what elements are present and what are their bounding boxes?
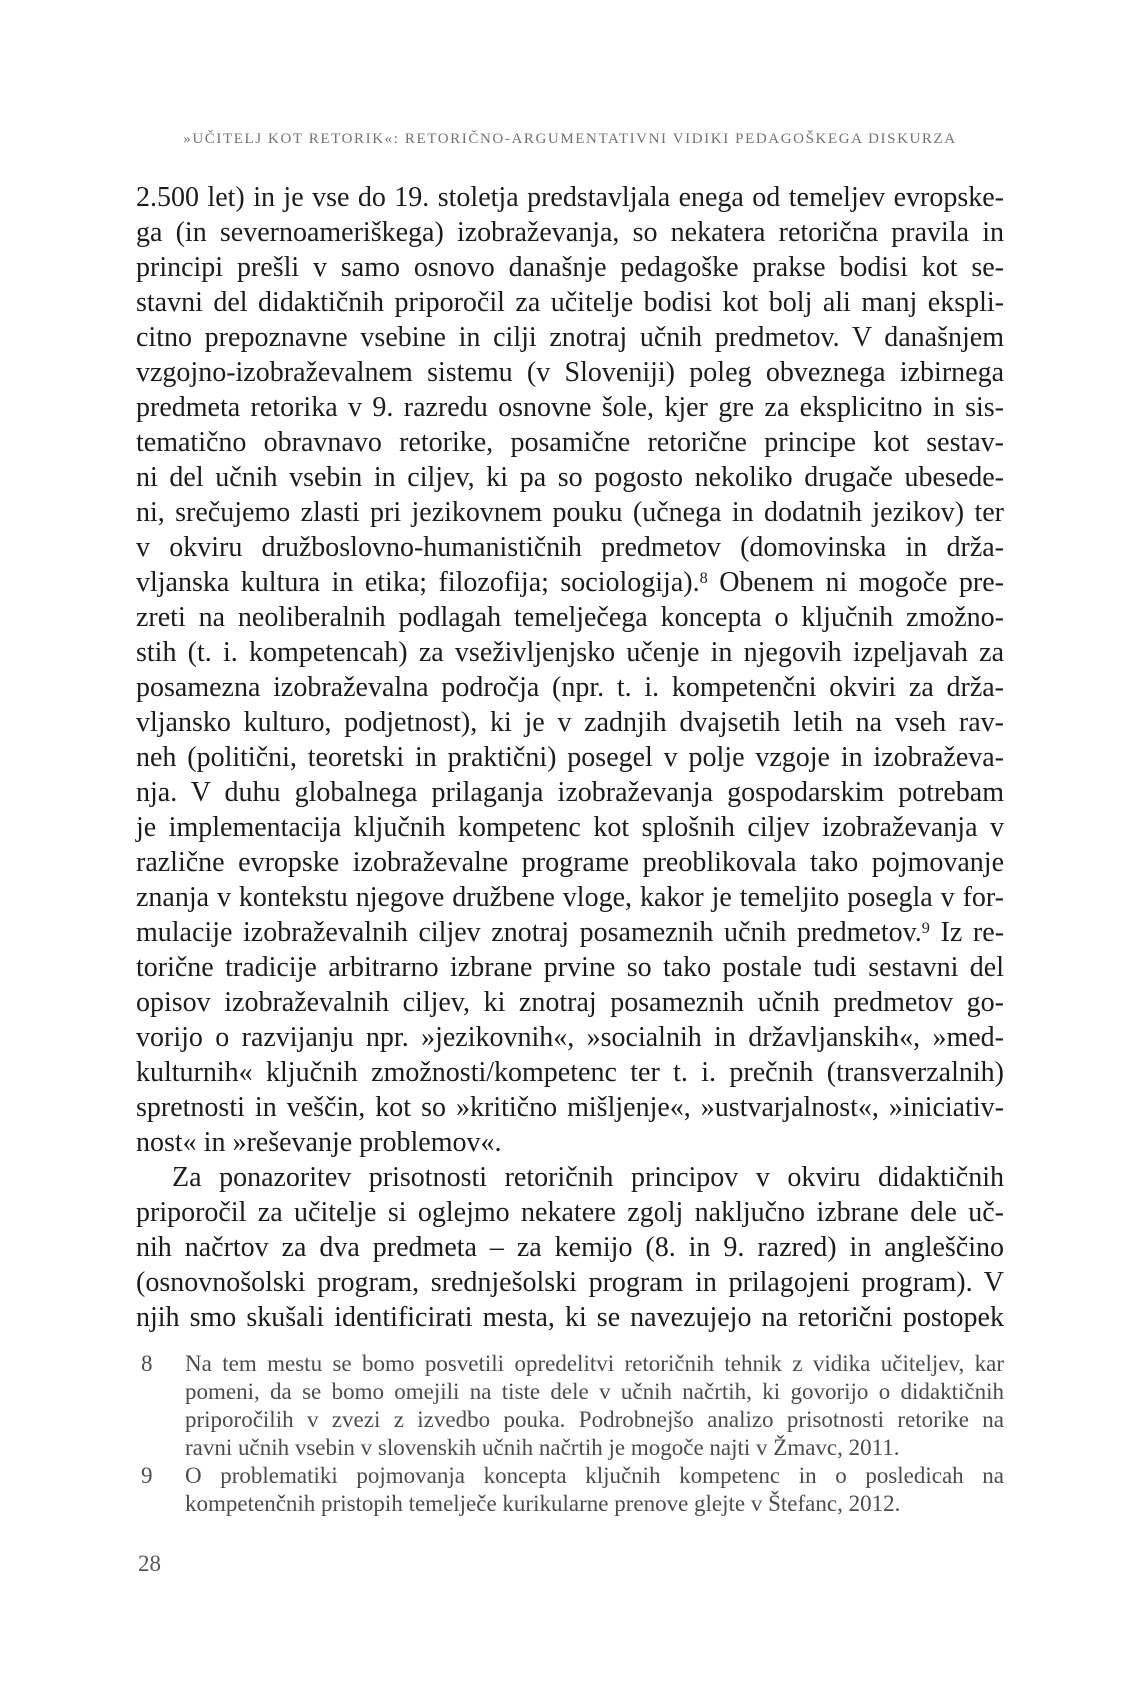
body-line: ni, srečujemo zlasti pri jezikovnem pouku (učnega in dodatnih jezikov) ter	[136, 497, 1004, 528]
body-line: vorijo o razvijanju npr. »jezikovnih«, »socialnih in državljanskih«, »med-	[136, 1022, 1004, 1053]
footnote-line: Na tem mestu se bomo posvetili opredelitvi retoričnih tehnik z vidika učiteljev, kar	[185, 1351, 1004, 1376]
footnote-text	[185, 1350, 1004, 1462]
body-line: spretnosti in veščin, kot so »kritično mišljenje«, »ustvarjalnost«, »iniciativ-	[136, 1092, 1004, 1123]
footnote-line: ravni učnih vsebin v slovenskih učnih načrtih je mogoče najti v Žmavc, 2011.	[185, 1435, 900, 1460]
footnote-line: pomeni, da se bomo omejili na tiste dele v učnih načrtih, ki govorijo o didaktičnih	[185, 1379, 1004, 1404]
body-line: citno prepoznavne vsebine in cilji znotraj učnih predmetov. V današnjem	[136, 322, 1004, 353]
footnote-number: 9	[141, 1463, 153, 1488]
running-head: »UČITELJ KOT RETORIK«: RETORIČNO-ARGUMENTATIVNI VIDIKI PEDAGOŠKEGA DISKURZA	[183, 131, 957, 147]
paragraph	[136, 1160, 1004, 1335]
body-line: vljanska kultura in etika; filozofija; sociologija).$^8$ Obenem ni mogoče pre-	[136, 567, 1004, 598]
body-line: ni del učnih vsebin in ciljev, ki pa so pogosto nekoliko drugače ubesede-	[136, 462, 1004, 493]
body-line: zreti na neoliberalnih podlagah temelječega koncepta o ključnih zmožno-	[136, 602, 1004, 633]
footnote-number: 8	[141, 1351, 153, 1376]
footnote-ref: 9	[921, 918, 930, 937]
footnote-line: priporočilih v zvezi z izvedbo pouka. Podrobnejšo analizo prisotnosti retorike na	[185, 1407, 1004, 1432]
body-line: različne evropske izobraževalne programe preoblikovala tako pojmovanje	[136, 847, 1004, 878]
body-line: vljansko kulturo, podjetnost), ki je v zadnjih dvajsetih letih na vseh rav-	[136, 707, 1004, 738]
footnote-ref: 8	[699, 568, 708, 587]
body-line: (osnovnošolski program, srednješolski program in prilagojeni program). V	[136, 1267, 1004, 1298]
paragraph	[136, 180, 1004, 1160]
body-text	[136, 180, 1004, 1335]
footnotes	[136, 1350, 1004, 1518]
body-line: je implementacija ključnih kompetenc kot splošnih ciljev izobraževanja v	[136, 812, 1004, 843]
page-number: 28	[138, 1551, 161, 1576]
body-line: priporočil za učitelje si oglejmo nekatere zgolj naključno izbrane dele uč-	[136, 1197, 1004, 1228]
body-line: stavni del didaktičnih priporočil za učitelje bodisi kot bolj ali manj ekspli-	[136, 287, 1004, 318]
footnote	[136, 1350, 1004, 1462]
body-line: predmeta retorika v 9. razredu osnovne šole, kjer gre za eksplicitno in sis-	[136, 392, 1004, 423]
body-line: stih (t. i. kompetencah) za vseživljenjsko učenje in njegovih izpeljavah za	[136, 637, 1004, 668]
body-line: opisov izobraževalnih ciljev, ki znotraj posameznih učnih predmetov go-	[136, 987, 1004, 1018]
body-line: principi prešli v samo osnovo današnje pedagoške prakse bodisi kot se-	[136, 252, 1004, 283]
body-line: torične tradicije arbitrarno izbrane prvine so tako postale tudi sestavni del	[136, 952, 1004, 983]
footnote-line: kompetenčnih pristopih temelječe kurikularne prenove glejte v Štefanc, 2012.	[185, 1491, 901, 1516]
body-line: tematično obravnavo retorike, posamične retorične principe kot sestav-	[136, 427, 1004, 458]
body-line: njih smo skušali identificirati mesta, ki se navezujejo na retorični postopek	[136, 1302, 1004, 1333]
body-line: 2.500 let) in je vse do 19. stoletja predstavljala enega od temeljev evropske-	[136, 182, 1004, 213]
body-line: nost« in »reševanje problemov«.	[136, 1127, 502, 1158]
body-line: neh (politični, teoretski in praktični) posegel v polje vzgoje in izobraževa-	[136, 742, 1004, 773]
footnote-text	[185, 1462, 1004, 1518]
body-line: znanja v kontekstu njegove družbene vloge, kakor je temeljito posegla v for-	[136, 882, 1004, 913]
footnote-line: O problematiki pojmovanja koncepta ključnih kompetenc in o posledicah na	[185, 1463, 1004, 1488]
body-line: kulturnih« ključnih zmožnosti/kompetenc ter t. i. prečnih (transverzalnih)	[136, 1057, 1004, 1088]
footnote	[136, 1462, 1004, 1518]
body-line: ga (in severnoameriškega) izobraževanja, so nekatera retorična pravila in	[136, 217, 1004, 248]
body-line: nja. V duhu globalnega prilaganja izobraževanja gospodarskim potrebam	[136, 777, 1004, 808]
body-line: Za ponazoritev prisotnosti retoričnih principov v okviru didaktičnih	[172, 1162, 1004, 1193]
body-line: posamezna izobraževalna področja (npr. t. i. kompetenčni okviri za drža-	[136, 672, 1004, 703]
body-line: mulacije izobraževalnih ciljev znotraj posameznih učnih predmetov.$^9$ Iz re-	[136, 917, 1005, 948]
body-line: vzgojno-izobraževalnem sistemu (v Sloveniji) poleg obveznega izbirnega	[136, 357, 1004, 388]
body-line: v okviru družboslovno-humanističnih predmetov (domovinska in drža-	[136, 532, 1004, 563]
body-line: nih načrtov za dva predmeta – za kemijo (8. in 9. razred) in angleščino	[136, 1232, 1004, 1263]
